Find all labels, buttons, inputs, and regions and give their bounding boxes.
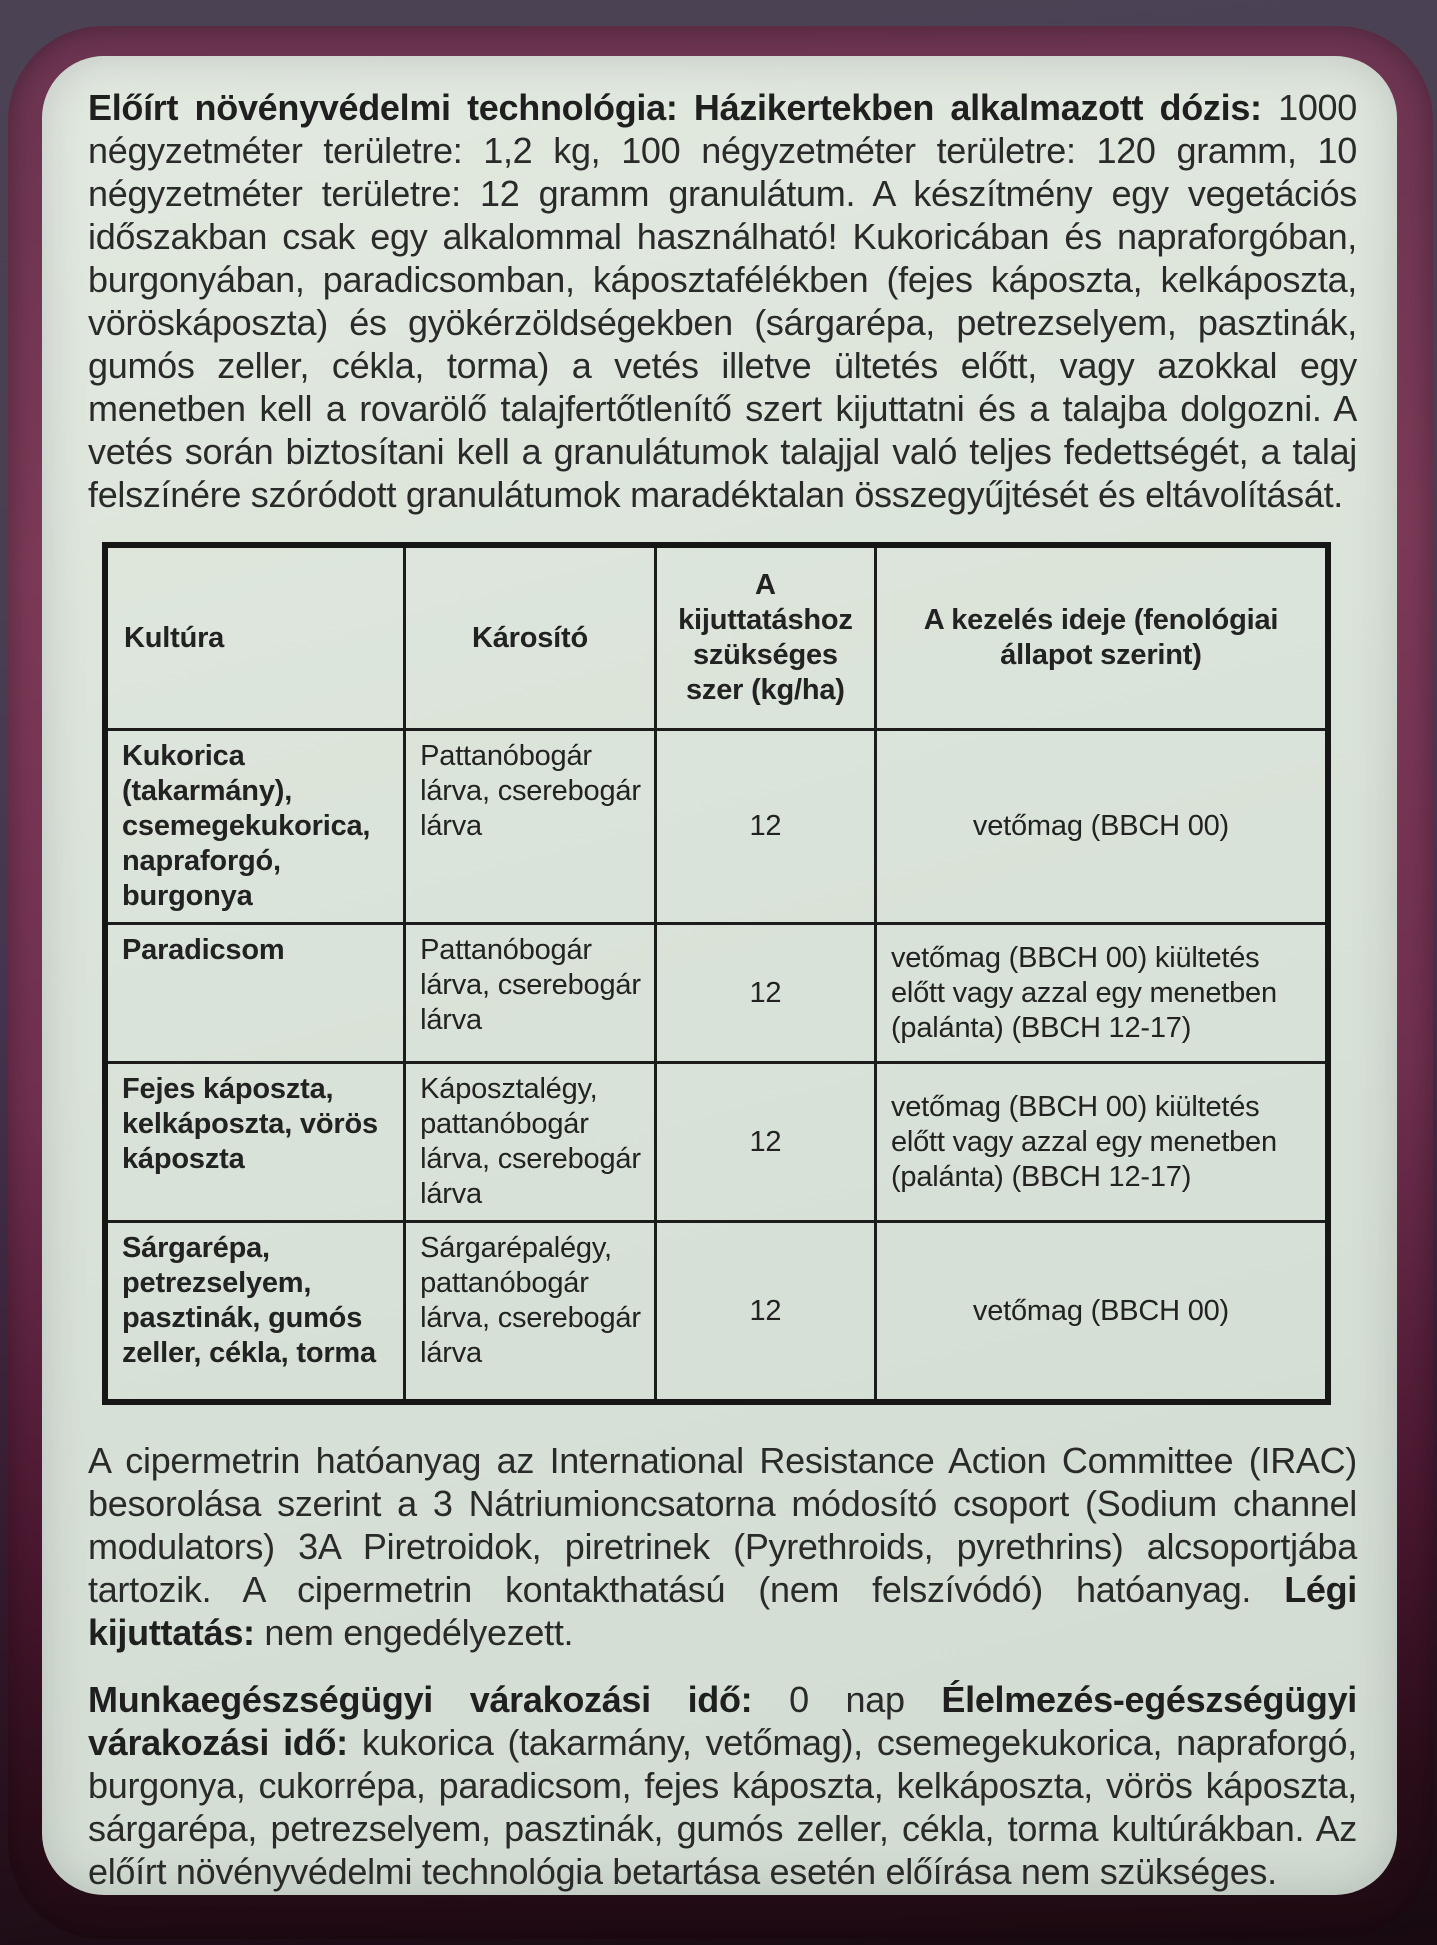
pest-cell: Káposztalégy, pattanóbogár lárva, cserebogár lárva: [405, 1063, 656, 1222]
label-maroon-border: [8, 26, 1433, 1939]
timing-cell: vetőmag (BBCH 00): [875, 1222, 1328, 1403]
culture-cell: Sárgarépa, petrezselyem, pasztinák, gumós zeller, cékla, torma: [105, 1222, 405, 1403]
culture-cell: Paradicsom: [105, 924, 405, 1063]
table-row-carrot: [105, 1222, 1328, 1403]
dose-cell: 12: [655, 1063, 875, 1222]
irac-paragraph: [88, 1439, 1357, 1654]
waiting-period-paragraph: [88, 1678, 1357, 1893]
aerial-application-bold: Légi kijuttatás:: [88, 1569, 1357, 1653]
pest-cell: Pattanóbogár lárva, cserebogár lárva: [405, 924, 656, 1063]
irac-body-after: nem engedélyezett.: [254, 1612, 574, 1653]
dosage-body-text: 1000 négyzetméter területre: 1,2 kg, 100 négyzetméter területre: 120 gramm, 10 négyzetméter területre: 12 gramm granulátum. A készítmény egy vegetációs időszakban csak egy alkalommal használható! Kukoricában és napraforgóban, burgonyában, paradicsomban, káposztafélékben (fejes káposzta, kelkáposzta, vöröskáposzta) és gyökérzöldségekben (sárgarépa, petrezselyem, pasztinák, gumós zeller, cékla, torma) a vetés illetve ültetés előtt, vagy azokkal egy menetben kell a rovarölő talajfertőtlenítő szert kijuttatni és a talajba dolgozni. A vetés során biztosítani kell a granulátumok talajjal való teljes fedettségét, a talaj felszínére szóródott granulátumok maradéktalan összegyűjtését és eltávolítását.: [88, 87, 1357, 515]
timing-cell: vetőmag (BBCH 00) kiültetés előtt vagy azzal egy menetben (palánta) (BBCH 12-17): [875, 924, 1328, 1063]
col-header-dose: A kijuttatáshoz szükséges szer (kg/ha): [655, 545, 875, 730]
col-header-pest: Károsító: [405, 545, 656, 730]
pest-cell: Sárgarépalégy, pattanóbogár lárva, cserebogár lárva: [405, 1222, 656, 1403]
application-table: [102, 542, 1331, 1405]
dose-cell: 12: [655, 1222, 875, 1403]
food-safety-bold: Élelmezés-egészségügyi várakozási idő:: [88, 1679, 1358, 1763]
dosage-paragraph: [88, 86, 1357, 516]
pest-cell: Pattanóbogár lárva, cserebogár lárva: [405, 730, 656, 924]
culture-cell: Fejes káposzta, kelkáposzta, vörös káposzta: [105, 1063, 405, 1222]
dose-cell: 12: [655, 730, 875, 924]
timing-cell: vetőmag (BBCH 00): [875, 730, 1328, 924]
waiting-mid-text: 0 nap: [752, 1679, 942, 1720]
irac-body-text: A cipermetrin hatóanyag az International Resistance Action Committee (IRAC) besorolása szerint a 3 Nátriumioncsatorna módosító csoport (Sodium channel modulators) 3A Piretroidok, piretrinek (Pyrethroids, pyrethrins) alcsoportjába tartozik. A cipermetrin kontakthatású (nem felszívódó) hatóanyag.: [88, 1440, 1357, 1610]
col-header-culture: Kultúra: [105, 545, 405, 730]
dosage-heading-bold: Előírt növényvédelmi technológia: Házikertekben alkalmazott dózis:: [88, 87, 1262, 128]
dose-cell: 12: [655, 924, 875, 1063]
work-safety-bold: Munkaegészségügyi várakozási idő:: [88, 1679, 753, 1720]
timing-cell: vetőmag (BBCH 00) kiültetés előtt vagy azzal egy menetben (palánta) (BBCH 12-17): [875, 1063, 1328, 1222]
table-header-row: [105, 545, 1328, 730]
table-row-tomato: [105, 924, 1328, 1063]
waiting-body-text: kukorica (takarmány, vetőmag), csemegekukorica, napraforgó, burgonya, cukorrépa, paradicsom, fejes káposzta, kelkáposzta, vörös káposzta, sárgarépa, petrezselyem, pasztinák, gumós zeller, cékla, torma kultúrákban. Az előírt növényvédelmi technológia betartása esetén előírása nem szükséges.: [88, 1722, 1357, 1892]
col-header-timing: A kezelés ideje (fenológiai állapot szerint): [875, 545, 1328, 730]
culture-cell: Kukorica (takarmány), csemegekukorica, napraforgó, burgonya: [105, 730, 405, 924]
label-card: [42, 56, 1397, 1895]
table-row-corn: [105, 730, 1328, 924]
table-row-cabbage: [105, 1063, 1328, 1222]
